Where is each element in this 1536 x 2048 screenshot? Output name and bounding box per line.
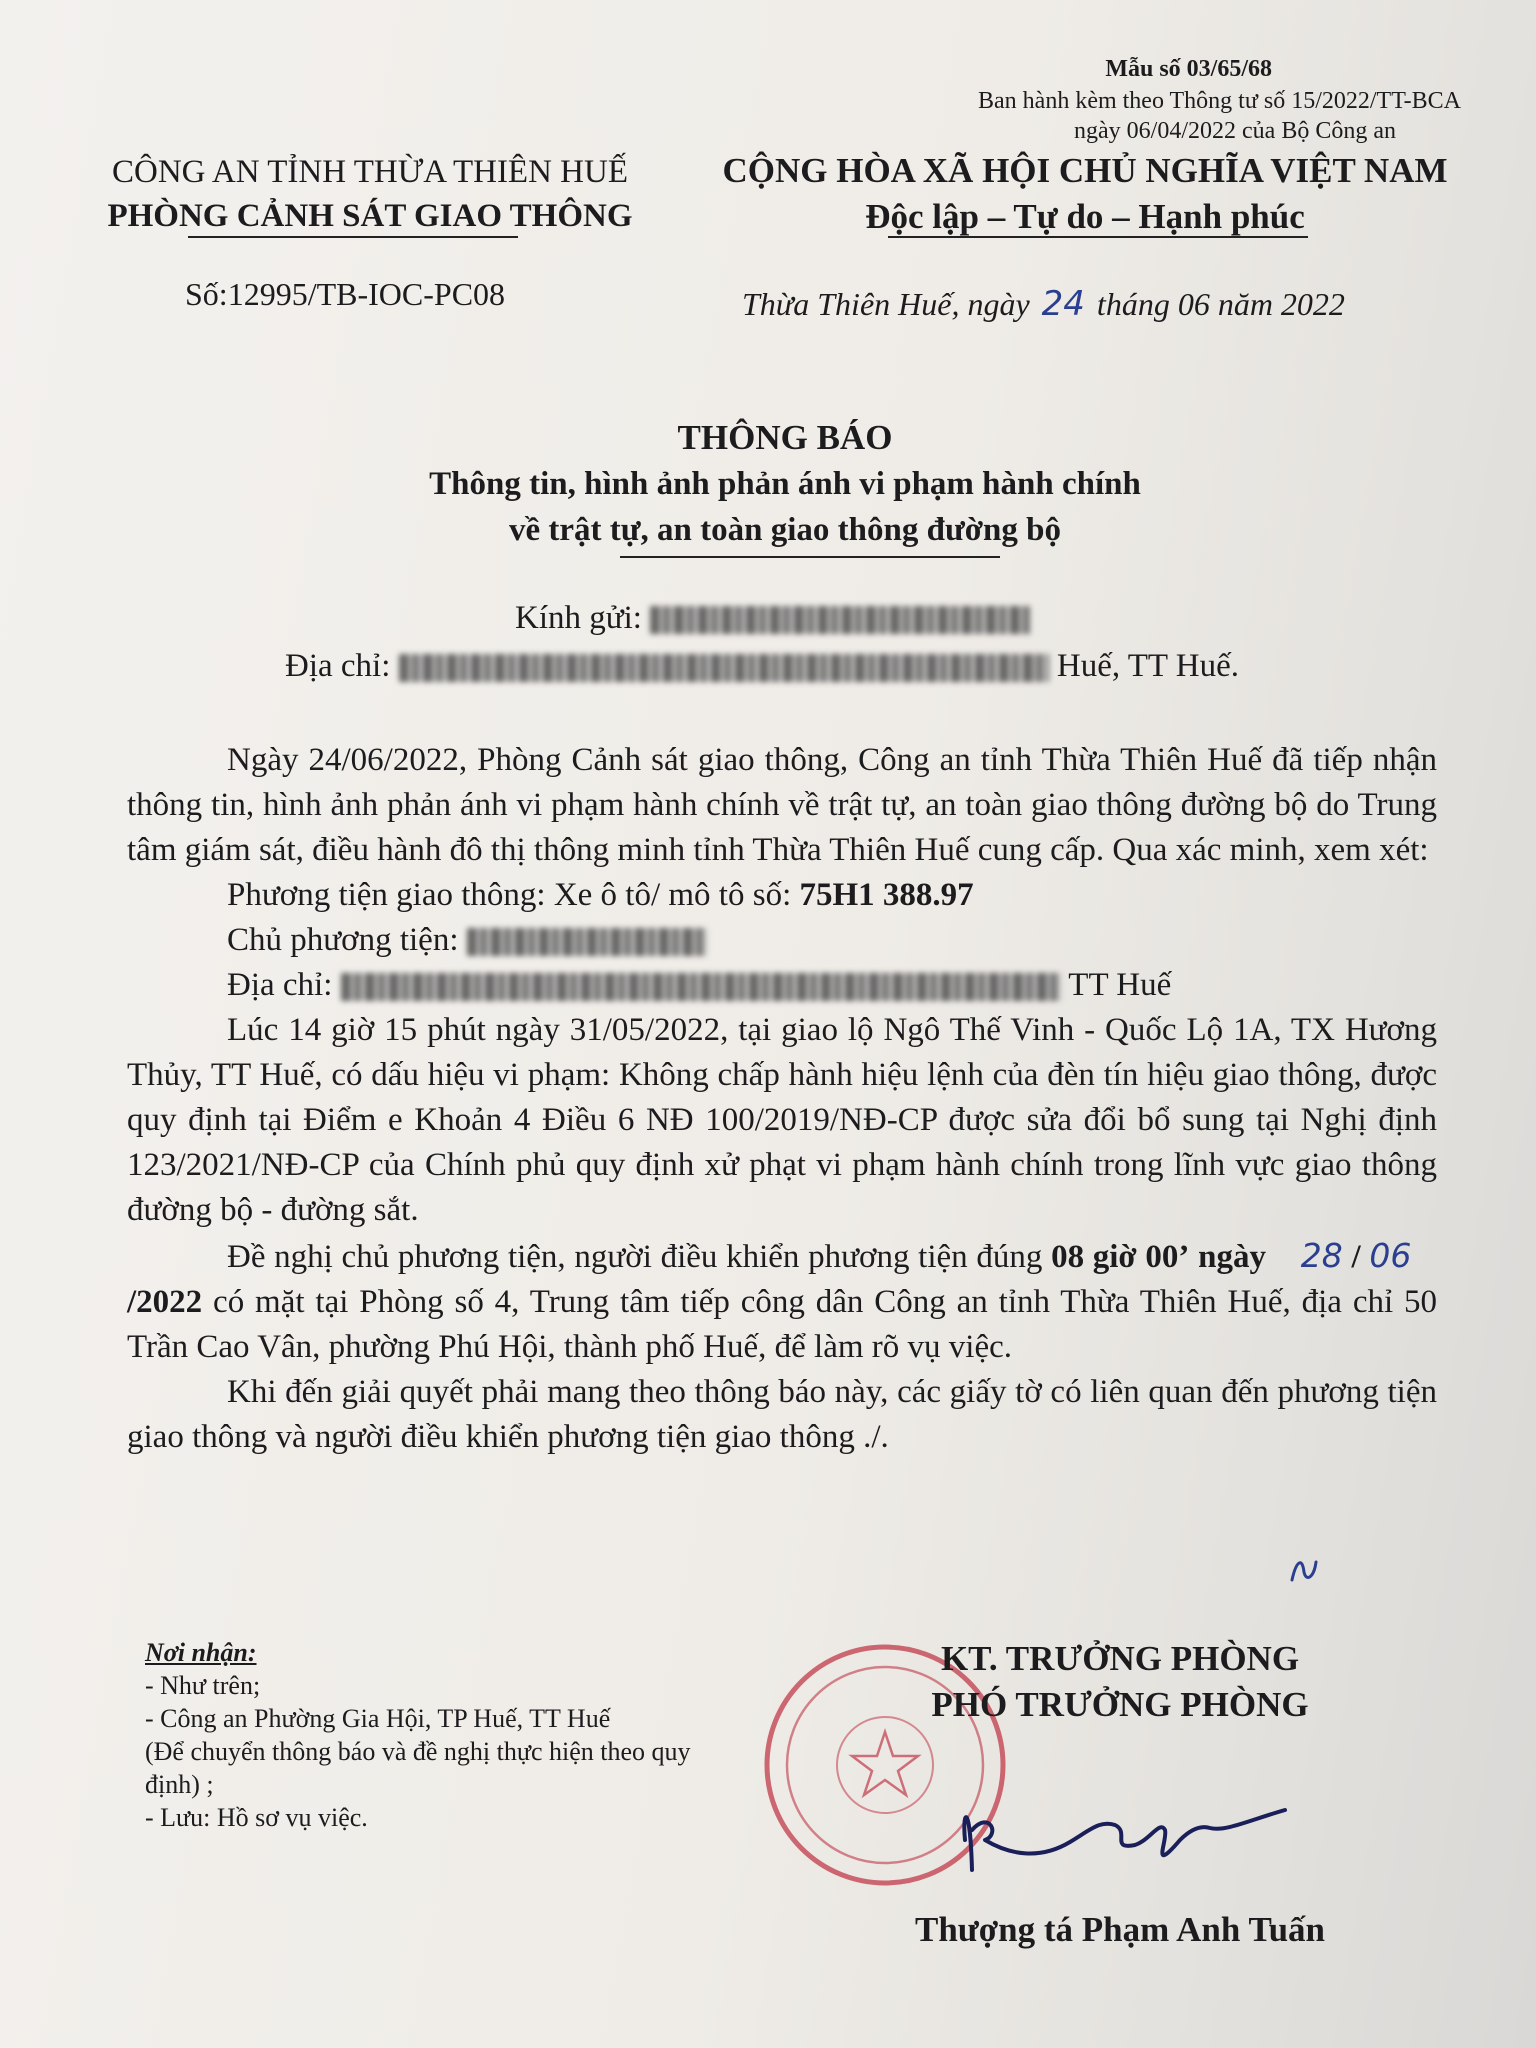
vehicle-label: Phương tiện giao thông: Xe ô tô/ mô tô số: bbox=[227, 877, 792, 913]
issuing-agency bbox=[70, 150, 670, 238]
recipient-line bbox=[515, 600, 1030, 637]
document-subtitle-2: về trật tự, an toàn giao thông đường bộ bbox=[508, 512, 1061, 548]
recipient-label: Kính gửi: bbox=[515, 600, 642, 636]
receiver-item: - Như trên; bbox=[145, 1671, 261, 1700]
date-suffix: tháng 06 năm 2022 bbox=[1096, 286, 1345, 322]
owner-line bbox=[127, 918, 1437, 963]
summons-year: /2022 bbox=[127, 1284, 203, 1320]
paragraph-violation: Lúc 14 giờ 15 phút ngày 31/05/2022, tại giao lộ Ngô Thế Vinh - Quốc Lộ 1A, TX Hương Thủy, TT Huế, có dấu hiệu vi phạm: Không chấp hành hiệu lệnh của đèn tín hiệu giao thông, được quy định tại Điểm e Khoản 4 Điều 6 NĐ 100/2019/NĐ-CP được sửa đổi bổ sung tại Nghị định 123/2021/NĐ-CP của Chính phủ quy định xử phạt vi phạm hành chính trong lĩnh vực giao thông đường bộ - đường sắt. bbox=[127, 1012, 1437, 1228]
nation-motto: Độc lập – Tự do – Hạnh phúc bbox=[865, 197, 1305, 236]
owner-address-label: Địa chỉ: bbox=[227, 967, 333, 1003]
redacted-owner-name bbox=[467, 928, 707, 956]
subtitle-underline bbox=[620, 556, 1000, 558]
summons-time: 08 giờ 00’ bbox=[1051, 1239, 1190, 1275]
agency-underline bbox=[188, 236, 518, 238]
address-visible: Huế, TT Huế. bbox=[1056, 648, 1239, 684]
form-number: Mẫu số 03/65/68 bbox=[1105, 56, 1272, 82]
receiver-item: - Lưu: Hồ sơ vụ việc. bbox=[145, 1803, 368, 1832]
form-reference: Ban hành kèm theo Thông tư số 15/2022/TT-BCA bbox=[978, 88, 1461, 114]
receiver-item: (Để chuyển thông báo và đề nghị thực hiện theo quy định) ; bbox=[145, 1737, 691, 1799]
summons-text-b: có mặt tại Phòng số 4, Trung tâm tiếp công dân Công an tỉnh Thừa Thiên Huế, địa chỉ 50 Trần Cao Vân, phường Phú Hội, thành phố Huế, để làm rõ vụ việc. bbox=[127, 1284, 1438, 1365]
receivers-block bbox=[145, 1636, 745, 1834]
receivers-heading: Nơi nhận: bbox=[145, 1638, 257, 1667]
summons-day-handwritten: 28 bbox=[1300, 1236, 1343, 1275]
owner-address-visible: TT Huế bbox=[1068, 967, 1172, 1003]
notice-body bbox=[127, 738, 1437, 1460]
summons-text-a: Đề nghị chủ phương tiện, người điều khiển phương tiện đúng bbox=[227, 1239, 1043, 1275]
address-label: Địa chỉ: bbox=[285, 648, 391, 684]
issue-date bbox=[742, 284, 1345, 324]
paragraph-intro: Ngày 24/06/2022, Phòng Cảnh sát giao thông, Công an tỉnh Thừa Thiên Huế đã tiếp nhận thông tin, hình ảnh phản ánh vi phạm hành chính về trật tự, an toàn giao thông đường bộ do Trung tâm giám sát, điều hành đô thị thông minh tỉnh Thừa Thiên Huế cung cấp. Qua xác minh, xem xét: bbox=[127, 742, 1437, 868]
vehicle-line bbox=[127, 873, 1437, 918]
owner-address-line bbox=[127, 963, 1437, 1008]
agency-department: PHÒNG CẢNH SÁT GIAO THÔNG bbox=[107, 198, 633, 234]
document-title: THÔNG BÁO bbox=[677, 418, 893, 457]
national-motto bbox=[700, 148, 1470, 240]
owner-label: Chủ phương tiện: bbox=[227, 922, 459, 958]
paragraph-summons bbox=[127, 1233, 1437, 1370]
date-day-handwritten: 24 bbox=[1041, 284, 1085, 324]
signature-title-2: PHÓ TRƯỞNG PHÒNG bbox=[931, 1685, 1309, 1724]
redacted-recipient-name bbox=[650, 606, 1030, 634]
redacted-address bbox=[399, 654, 1049, 682]
summons-day-label: ngày bbox=[1198, 1239, 1266, 1275]
document-number: Số:12995/TB-IOC-PC08 bbox=[185, 276, 506, 312]
form-reference-date: ngày 06/04/2022 của Bộ Công an bbox=[1074, 118, 1396, 144]
agency-parent: CÔNG AN TỈNH THỪA THIÊN HUẾ bbox=[111, 154, 628, 190]
handwritten-signature-icon bbox=[950, 1780, 1290, 1900]
vehicle-plate: 75H1 388.97 bbox=[799, 877, 974, 913]
receiver-item: - Công an Phường Gia Hội, TP Huế, TT Huế bbox=[145, 1704, 611, 1733]
signature-title-1: KT. TRƯỞNG PHÒNG bbox=[940, 1639, 1300, 1678]
paragraph-instructions: Khi đến giải quyết phải mang theo thông báo này, các giấy tờ có liên quan đến phương tiện giao thông và người điều khiển phương tiện giao thông ./. bbox=[127, 1374, 1437, 1455]
document-subtitle-1: Thông tin, hình ảnh phản ánh vi phạm hành chính bbox=[429, 466, 1141, 502]
redacted-owner-address bbox=[341, 973, 1061, 1001]
motto-underline bbox=[888, 236, 1308, 238]
signature-title bbox=[820, 1636, 1420, 1728]
signer-name: Thượng tá Phạm Anh Tuấn bbox=[914, 1910, 1326, 1949]
nation-name: CỘNG HÒA XÃ HỘI CHỦ NGHĨA VIỆT NAM bbox=[722, 151, 1448, 190]
handwritten-initial-icon bbox=[1286, 1548, 1326, 1588]
date-prefix: Thừa Thiên Huế, ngày bbox=[742, 286, 1030, 322]
summons-date-slash: / bbox=[1351, 1239, 1361, 1275]
recipient-address-line bbox=[285, 648, 1239, 685]
summons-month-handwritten: 06 bbox=[1369, 1236, 1412, 1275]
